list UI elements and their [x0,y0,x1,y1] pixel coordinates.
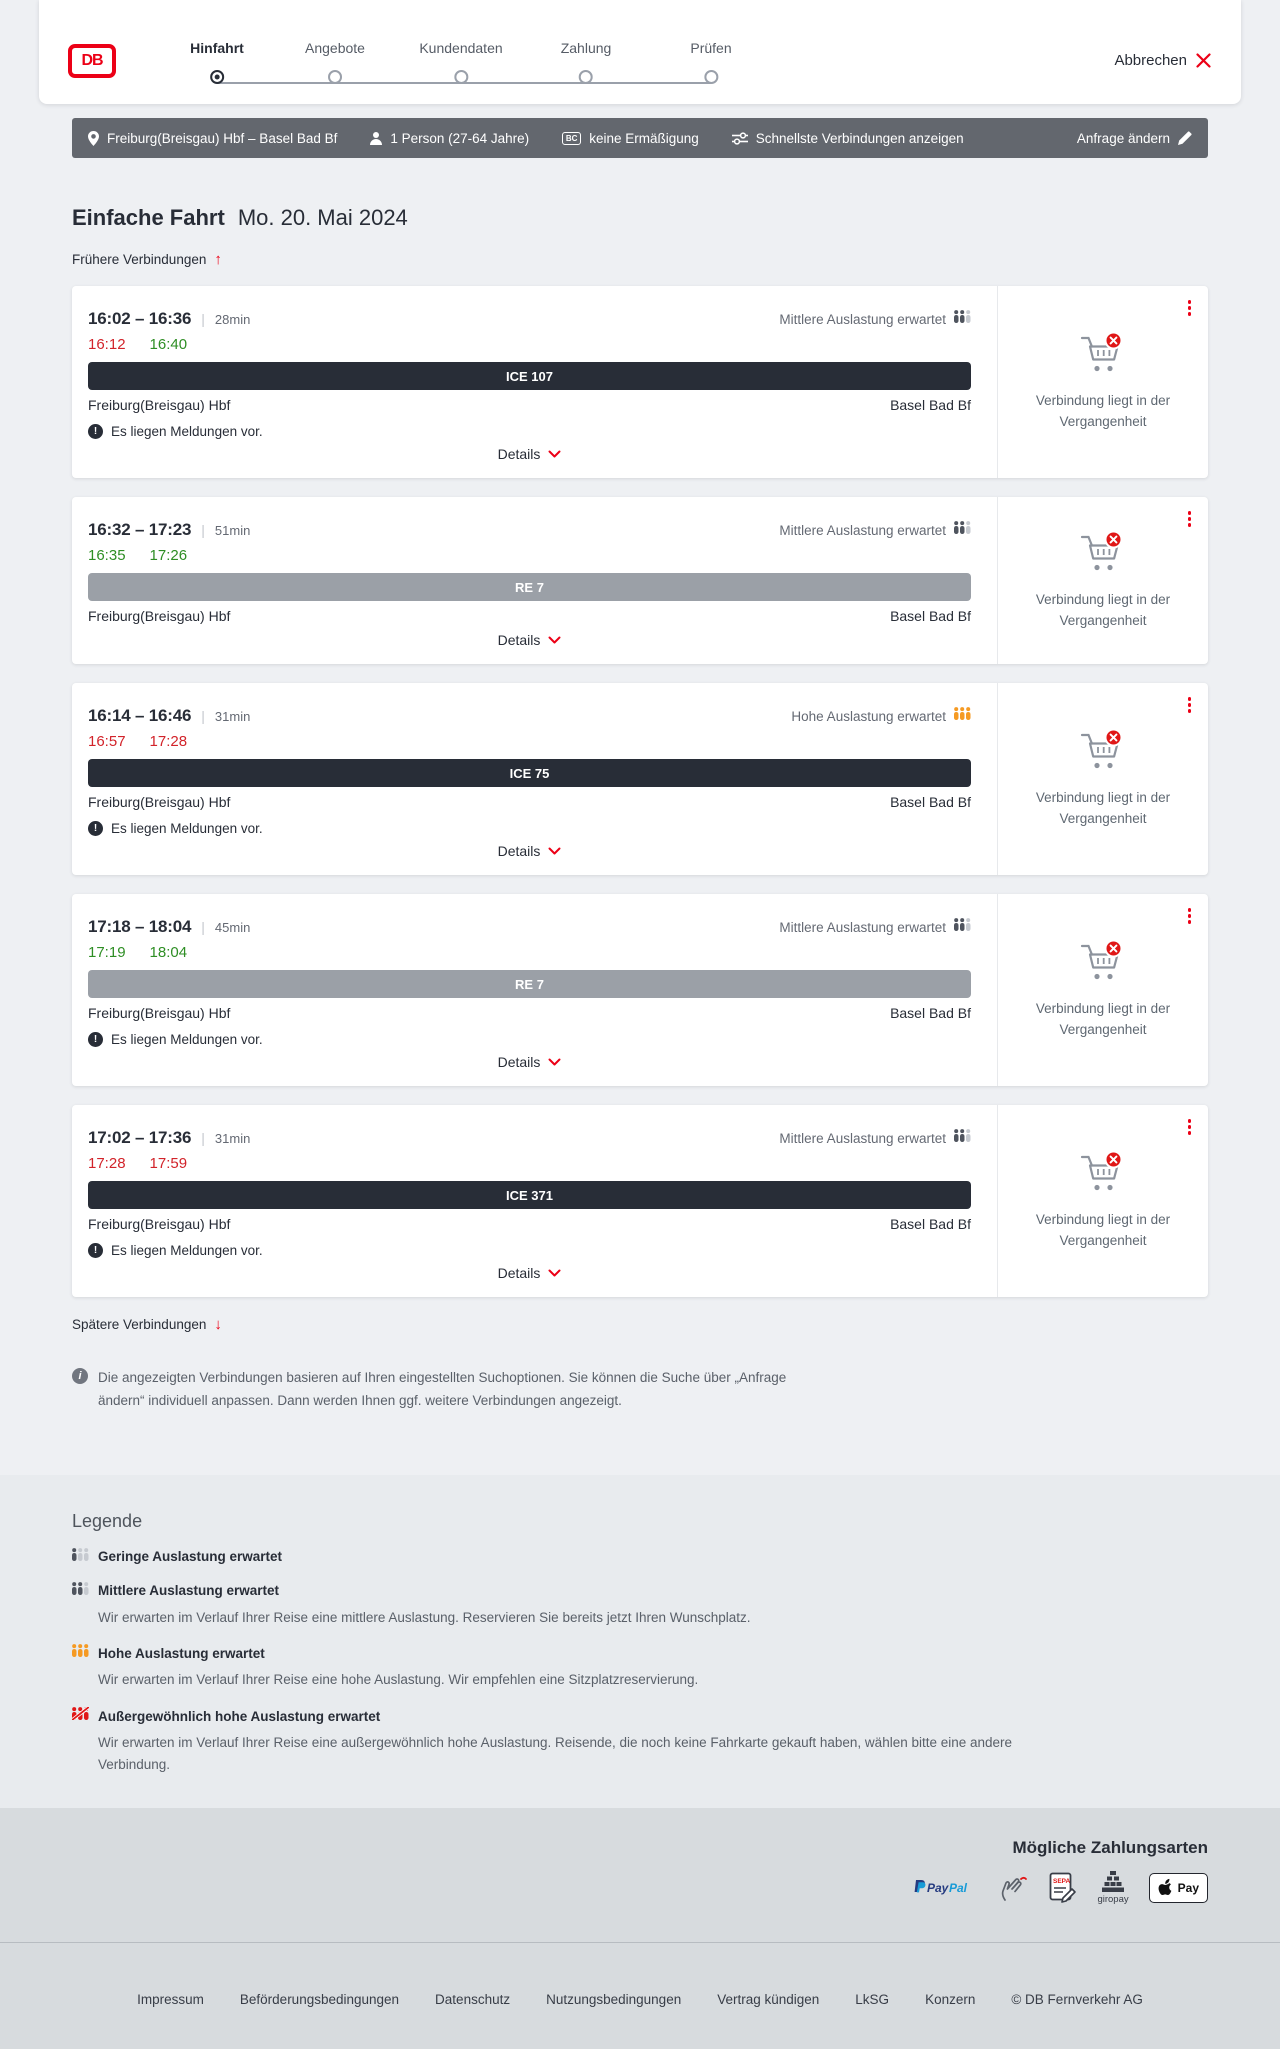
occupancy-label: Mittlere Auslastung erwartet [779,311,946,327]
cart-unavailable-icon [1079,331,1127,379]
arrival-station: Basel Bad Bf [890,794,971,810]
connection-main [72,683,997,875]
occupancy-label: Mittlere Auslastung erwartet [779,1130,946,1146]
search-options-note-text: Die angezeigten Verbindungen basieren auf Ihren eingestellten Suchoptionen. Sie können die Suche über „Anfrage ändern“ individuell anpassen. Dann werden Ihnen ggf. weitere Verbindungen angezeigt. [98,1370,787,1408]
connection-card [72,894,1208,1086]
footer-link-bef-rderungsbedingungen[interactable]: Beförderungsbedingungen [239,1991,400,2007]
step-label: Prüfen [690,40,732,56]
payment-title: Mögliche Zahlungsarten [1012,1837,1208,1857]
connection-list [72,286,1208,1297]
step-label: Kundendaten [419,40,503,56]
footer-copyright: © DB Fernverkehr AG [1011,1991,1143,2007]
train-line-bar [88,362,971,390]
svg-text:Pay: Pay [927,1880,949,1895]
departure-station: Freiburg(Breisgau) Hbf [88,1005,231,1021]
edit-request-button[interactable] [1077,131,1192,146]
legend-item [72,1707,1208,1775]
step-dot-icon [704,70,718,84]
details-button[interactable] [498,837,562,865]
route-text: Freiburg(Breisgau) Hbf – Basel Bad Bf [107,130,338,146]
connection-side-panel [997,286,1208,478]
divider: | [201,311,205,327]
stations-row [88,794,971,812]
departure-station: Freiburg(Breisgau) Hbf [88,397,231,413]
legend-title: Legende [72,1510,143,1531]
legend-item-description: Wir erwarten im Verlauf Ihrer Reise eine außergewöhnlich hohe Auslastung. Reisende, die noch keine Fahrkarte gekauft haben, wählen bitte eine andere Verbindung. [98,1735,1013,1772]
train-label: RE 7 [515,976,544,992]
train-line-bar [88,1181,971,1209]
later-connections-link[interactable] [72,1317,222,1332]
notice-text: Es liegen Meldungen vor. [111,1242,263,1258]
step-prüfen[interactable] [690,40,731,82]
step-label: Hinfahrt [190,40,244,56]
journey-summary-bar [72,118,1208,158]
passenger-text: 1 Person (27-64 Jahre) [390,130,530,146]
payment-footer-section [0,1808,1280,2049]
legend-item-label: Hohe Auslastung erwartet [98,1645,265,1661]
footer-link-nutzungsbedingungen[interactable]: Nutzungsbedingungen [546,1991,682,2007]
legend-item-label: Mittlere Auslastung erwartet [98,1583,280,1599]
notice-text: Es liegen Meldungen vor. [111,820,263,836]
legend-item-description: Wir erwarten im Verlauf Ihrer Reise eine mittlere Auslastung. Reservieren Sie bereits jetzt Ihren Wunschplatz. [98,1609,751,1625]
connection-card [72,1105,1208,1297]
legend-item [72,1582,1208,1629]
stations-row [88,1005,971,1023]
connection-time-range: 16:14 – 16:46 [88,706,192,725]
occupancy-icon [954,521,971,539]
occupancy-icon [954,918,971,936]
notice-row [88,819,971,837]
connection-main [72,286,997,478]
more-options-button[interactable] [1184,693,1196,717]
cancel-label: Abbrechen [1114,52,1187,69]
step-kundendaten[interactable] [419,40,502,82]
occupancy-label: Mittlere Auslastung erwartet [779,919,946,935]
occupancy-indicator [779,1129,971,1147]
giropay-icon [1100,1871,1126,1893]
chevron-down-icon [548,847,561,855]
actual-departure-time: 17:19 [88,944,126,961]
train-line-bar [88,970,971,998]
connection-card [72,683,1208,875]
payment-methods [72,1870,1208,1906]
giropay-label: giropay [1097,1893,1129,1905]
details-label: Details [497,1054,541,1070]
train-label: ICE 371 [506,1187,553,1203]
footer-link-lksg[interactable]: LkSG [855,1991,890,2007]
step-dot-icon [210,70,224,84]
arrival-station: Basel Bad Bf [890,608,971,624]
arrival-station: Basel Bad Bf [890,397,971,413]
step-dot-icon [454,70,468,84]
train-label: ICE 107 [506,368,553,384]
payment-method-sepa [1049,1872,1077,1904]
connection-side-panel [997,1105,1208,1297]
occupancy-label: Hohe Auslastung erwartet [791,708,946,724]
connection-main [72,497,997,664]
connection-card [72,286,1208,478]
details-button[interactable] [498,440,562,468]
sepa-mandate-icon [1049,1872,1077,1904]
actual-arrival-time: 18:04 [149,944,188,961]
divider: | [201,1130,205,1146]
occupancy-icon [72,1582,89,1600]
footer-link-vertrag-k-ndigen[interactable]: Vertrag kündigen [717,1991,820,2007]
connection-main [72,894,997,1086]
step-angebote[interactable] [305,40,365,82]
app-header [39,0,1241,104]
svg-text:Pal: Pal [949,1880,968,1895]
travel-date: Mo. 20. Mai 2024 [237,205,408,230]
departure-station: Freiburg(Breisgau) Hbf [88,608,231,624]
connection-card [72,497,1208,664]
connection-main [72,1105,997,1297]
step-dot-icon [328,70,342,84]
cart-unavailable-icon [1079,1150,1127,1198]
page-title: Einfache Fahrt [72,205,225,230]
journey-route [88,131,337,146]
connection-duration: 31min [214,1130,251,1146]
footer-link-datenschutz[interactable]: Datenschutz [435,1991,511,2007]
legend-item-label: Außergewöhnlich hohe Auslastung erwartet [98,1708,381,1724]
notice-row [88,422,971,440]
journey-filter [732,131,964,146]
occupancy-icon [72,1548,89,1566]
occupancy-indicator [791,707,971,725]
connection-duration: 28min [214,311,251,327]
payment-method-paypal [913,1879,979,1897]
actual-arrival-time: 17:59 [149,1155,188,1172]
stations-row [88,1216,971,1234]
notice-row [88,1030,971,1048]
divider: | [201,919,205,935]
actual-times [88,944,971,964]
step-label: Angebote [305,40,365,56]
chevron-down-icon [548,1058,561,1066]
search-options-note [72,1367,1280,1475]
departure-station: Freiburg(Breisgau) Hbf [88,1216,231,1232]
location-pin-icon [88,131,99,146]
connection-side-panel [997,683,1208,875]
actual-arrival-time: 16:40 [149,336,188,353]
actual-departure-time: 16:35 [88,547,126,564]
alert-icon: ! [88,1243,103,1258]
paypal-icon [913,1879,979,1897]
actual-times [88,733,971,753]
more-options-button[interactable] [1184,1115,1196,1139]
occupancy-icon [72,1707,89,1725]
earlier-connections-label: Frühere Verbindungen [72,252,207,267]
actual-arrival-time: 17:26 [149,547,188,564]
details-label: Details [497,843,541,859]
actual-times [88,1155,971,1175]
connection-time-range: 17:02 – 17:36 [88,1128,192,1147]
details-button[interactable] [498,1048,562,1076]
train-label: ICE 75 [509,765,550,781]
step-label: Zahlung [560,40,612,56]
later-connections-label: Spätere Verbindungen [72,1317,207,1332]
past-connection-note: Verbindung liegt in der Vergangenheit [1035,1001,1171,1037]
payment-method-apple-pay [1149,1873,1208,1903]
legend-section [0,1475,1280,1808]
apple-pay-badge: Pay [1149,1873,1208,1903]
past-connection-note: Verbindung liegt in der Vergangenheit [1035,790,1171,826]
step-dot-icon [579,70,593,84]
train-label: RE 7 [515,579,544,595]
results-section [0,205,1208,1334]
occupancy-indicator [779,521,971,539]
arrival-station: Basel Bad Bf [890,1005,971,1021]
train-line-bar [88,573,971,601]
cancel-button[interactable] [1114,52,1211,69]
more-options-button[interactable] [1184,507,1196,531]
actual-departure-time: 16:57 [88,733,126,750]
details-label: Details [497,446,541,462]
actual-departure-time: 16:12 [88,336,126,353]
db-logo-text: DB [81,52,103,69]
booking-stepper [39,0,1241,104]
arrival-station: Basel Bad Bf [890,1216,971,1232]
connection-side-panel [997,497,1208,664]
footer-link-impressum[interactable]: Impressum [137,1991,204,2007]
actual-times [88,336,971,356]
edit-request-label: Anfrage ändern [1076,130,1170,146]
details-button[interactable] [498,626,562,654]
actual-arrival-time: 17:28 [149,733,188,750]
connection-side-panel [997,894,1208,1086]
chevron-down-icon [548,1269,561,1277]
svg-text:SEPA: SEPA [1053,1877,1071,1885]
arrow-down-icon: ↓ [214,1316,222,1333]
notice-text: Es liegen Meldungen vor. [111,423,263,439]
legend-item [72,1548,1208,1566]
person-icon [370,132,382,145]
stations-row [88,397,971,415]
notice-row [88,1241,971,1259]
connection-time-range: 16:02 – 16:36 [88,309,192,328]
occupancy-indicator [779,310,971,328]
cart-unavailable-icon [1079,728,1127,776]
details-label: Details [497,632,541,648]
connection-duration: 45min [214,919,251,935]
close-icon [1196,53,1211,68]
legend-item [72,1644,1208,1691]
page-footer [0,1942,1280,2007]
alert-icon: ! [88,821,103,836]
step-zahlung[interactable] [561,40,612,82]
legend-item-description: Wir erwarten im Verlauf Ihrer Reise eine hohe Auslastung. Wir empfehlen eine Sitzplatzreservierung. [98,1672,699,1688]
cart-unavailable-icon [1079,939,1127,987]
pencil-icon [1178,131,1192,145]
journey-discount [562,131,699,146]
occupancy-label: Mittlere Auslastung erwartet [779,522,946,538]
more-options-button[interactable] [1184,296,1196,320]
occupancy-icon [954,1129,971,1147]
filter-text: Schnellste Verbindungen anzeigen [755,130,964,146]
info-icon: i [72,1368,88,1384]
details-label: Details [497,1265,541,1281]
connection-time-range: 16:32 – 17:23 [88,520,192,539]
occupancy-icon [72,1644,89,1662]
past-connection-note: Verbindung liegt in der Vergangenheit [1035,591,1171,628]
more-options-button[interactable] [1184,904,1196,928]
connection-duration: 31min [214,708,251,724]
actual-times [88,547,971,567]
journey-passenger [370,131,529,146]
page-title-row [72,205,1208,231]
earlier-connections-link[interactable] [72,252,222,267]
cart-unavailable-icon [1079,530,1127,578]
notice-text: Es liegen Meldungen vor. [111,1031,263,1047]
occupancy-indicator [779,918,971,936]
step-hinfahrt[interactable] [190,40,244,82]
connection-duration: 51min [214,522,251,538]
discount-text: keine Ermäßigung [589,130,699,146]
chevron-down-icon [548,636,561,644]
bahncard-icon: BC [562,132,581,145]
divider: | [201,708,205,724]
alert-icon: ! [88,424,103,439]
past-connection-note: Verbindung liegt in der Vergangenheit [1035,1212,1171,1248]
footer-link-konzern[interactable]: Konzern [925,1991,976,2007]
connection-time-range: 17:18 – 18:04 [88,917,192,936]
stations-row [88,608,971,626]
past-connection-note: Verbindung liegt in der Vergangenheit [1035,393,1171,429]
departure-station: Freiburg(Breisgau) Hbf [88,794,231,810]
hand-payment-icon [999,1873,1029,1903]
arrow-up-icon: ↑ [214,251,222,268]
divider: | [201,522,205,538]
actual-departure-time: 17:28 [88,1155,126,1172]
legend-item-label: Geringe Auslastung erwartet [98,1549,283,1565]
train-line-bar [88,759,971,787]
alert-icon: ! [88,1032,103,1047]
payment-method-sofort [999,1873,1029,1903]
occupancy-icon [954,707,971,725]
apple-logo-icon [1158,1878,1175,1898]
filter-sliders-icon [732,132,748,145]
chevron-down-icon [548,450,561,458]
details-button[interactable] [498,1259,562,1287]
payment-method-giropay [1097,1871,1128,1905]
occupancy-icon [954,310,971,328]
